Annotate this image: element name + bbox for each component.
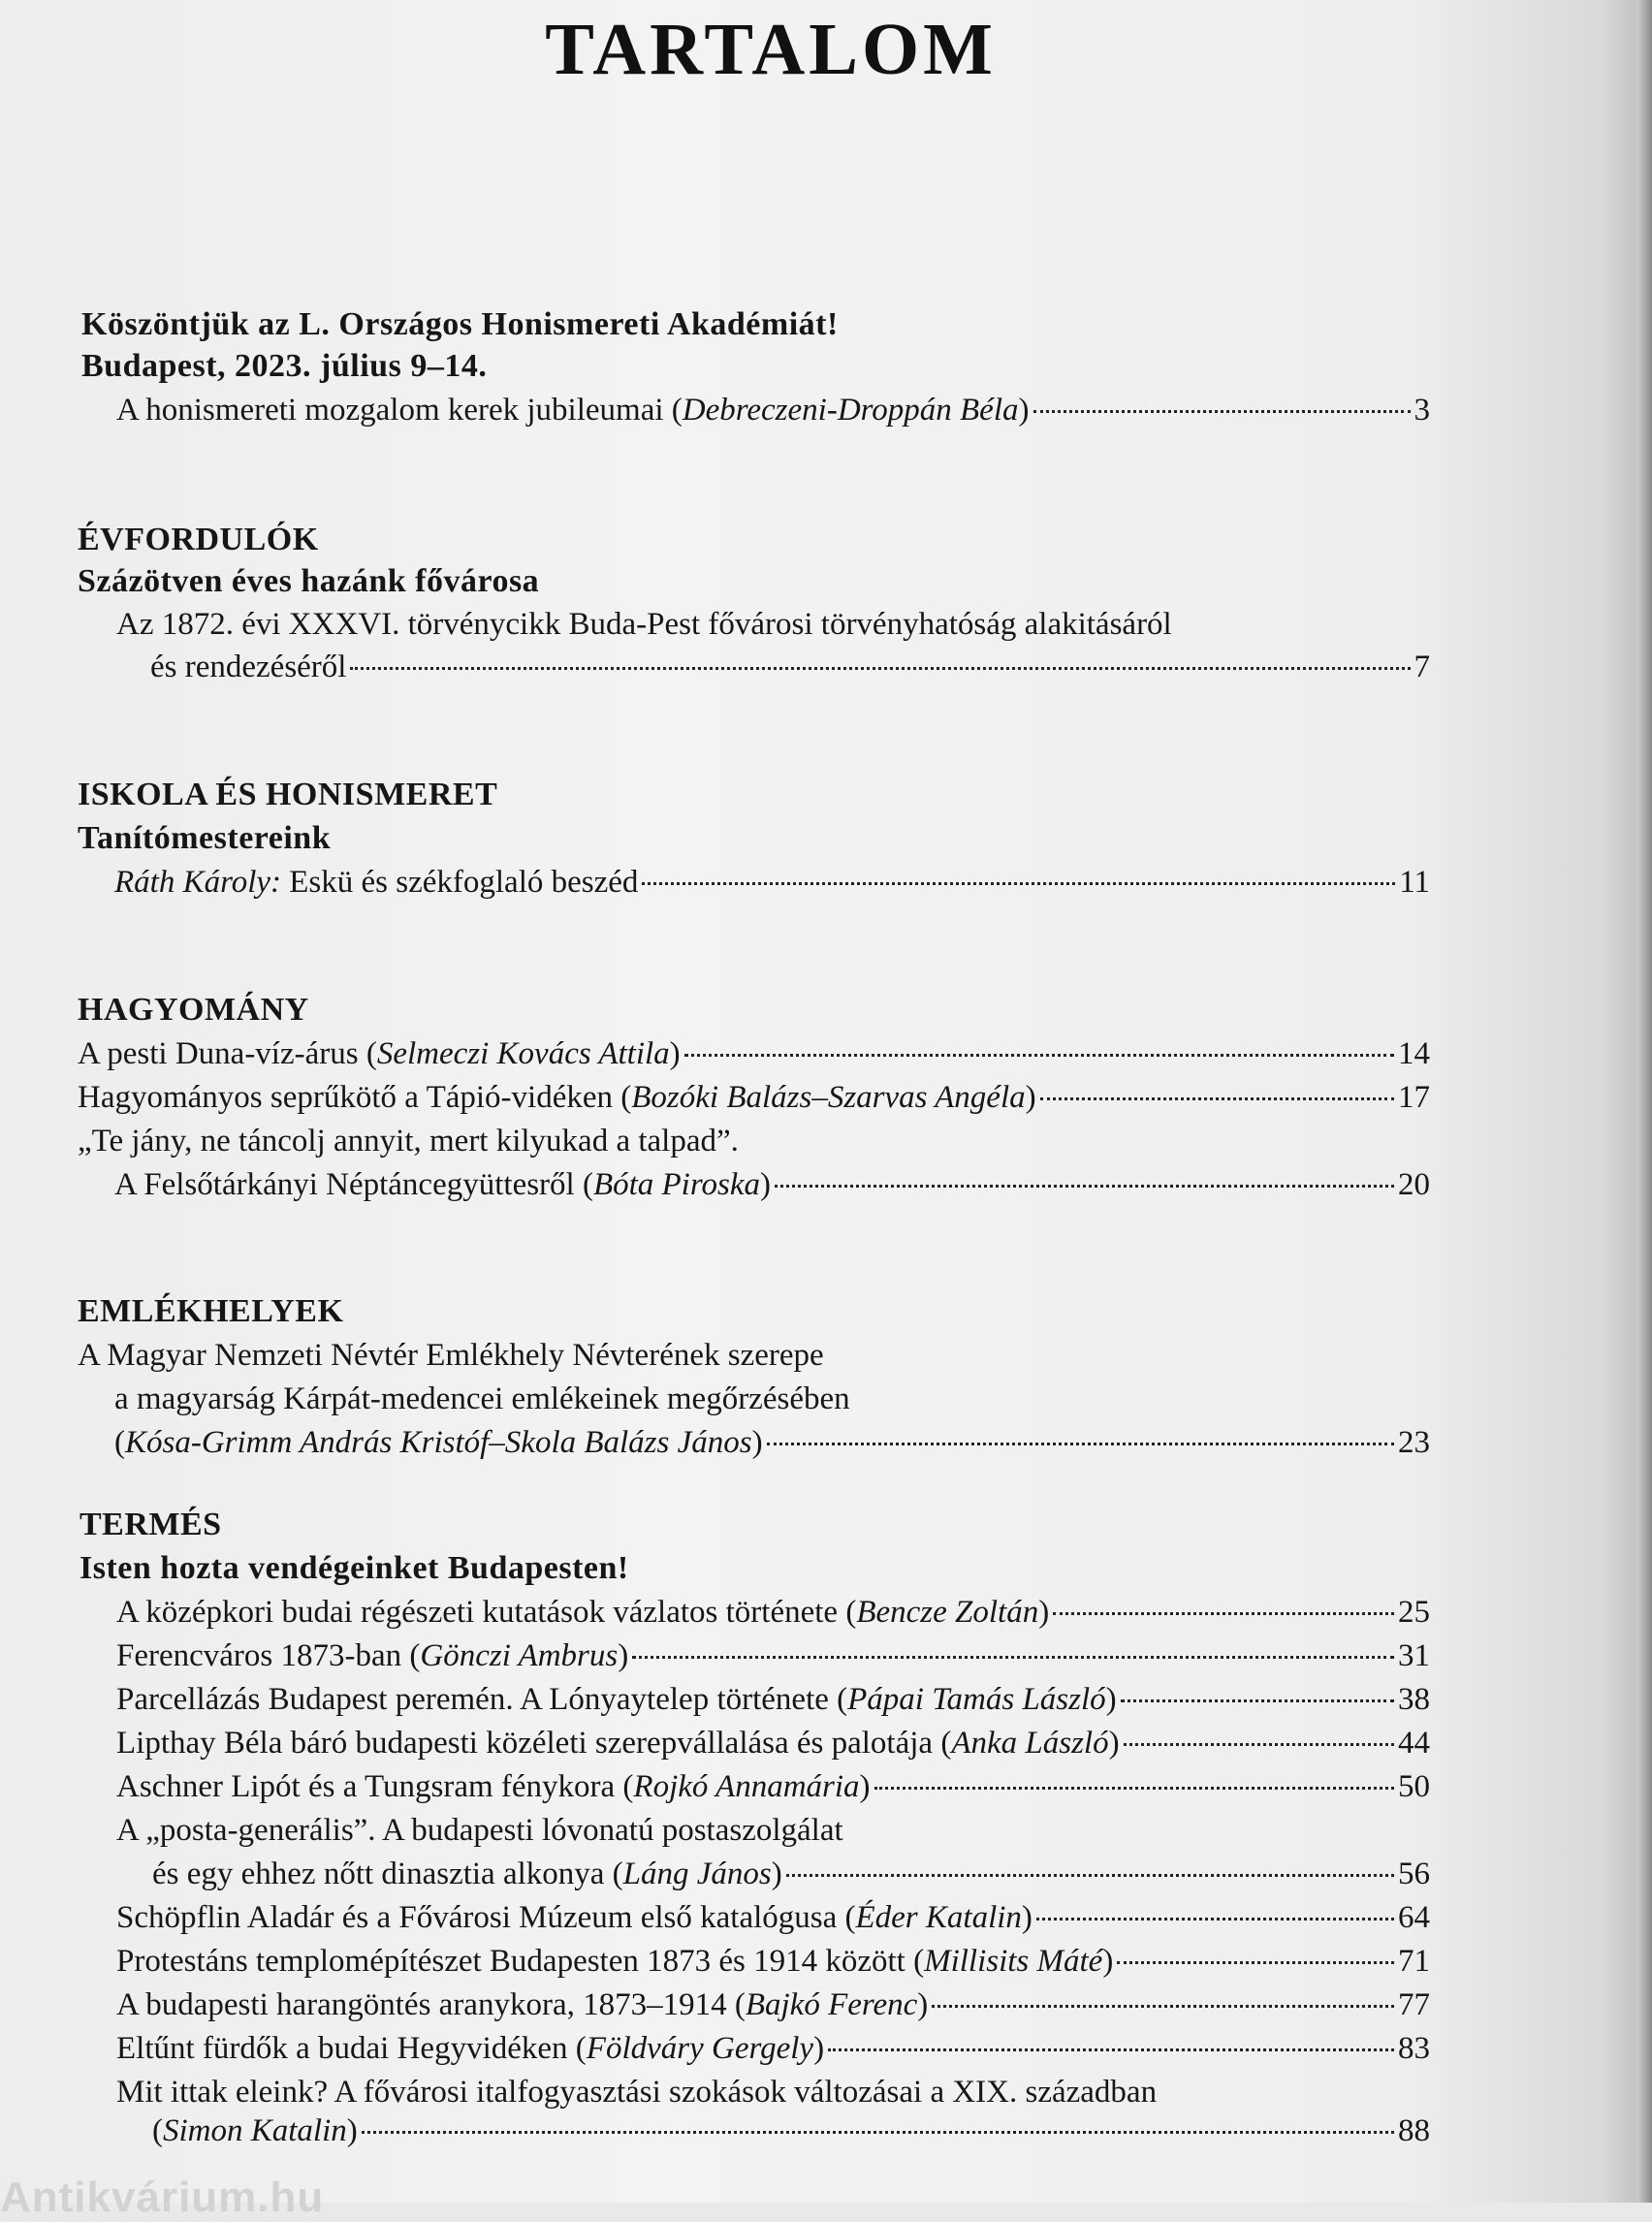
toc-entry[interactable]: A budapesti harangöntés aranykora, 1873–1914 (Bajkó Ferenc) 77: [116, 1987, 1430, 2022]
author-name: Pápai Tamás László: [847, 1682, 1106, 1717]
dot-leader: [828, 2048, 1394, 2051]
dot-leader: [786, 1874, 1394, 1877]
toc-entry[interactable]: A pesti Duna-víz-árus (Selmeczi Kovács Attila) 14: [78, 1036, 1430, 1071]
toc-entry-line: A Magyar Nemzeti Névtér Emlékhely Névterének szerepe: [78, 1338, 824, 1373]
toc-entry[interactable]: Ferencváros 1873-ban (Gönczi Ambrus) 31: [116, 1638, 1430, 1673]
section-heading: Köszöntjük az L. Országos Honismereti Akadémiát!: [81, 306, 839, 342]
toc-entry[interactable]: Hagyományos seprűkötő a Tápió-vidéken (Bozóki Balázs–Szarvas Angéla) 17: [78, 1080, 1430, 1115]
toc-entry[interactable]: (Kósa-Grimm András Kristóf–Skola Balázs János) 23: [114, 1425, 1430, 1460]
author-name: Bóta Piroska: [592, 1167, 760, 1202]
author-name: Bencze Zoltán: [856, 1595, 1039, 1630]
page-number: 3: [1414, 393, 1430, 428]
page-number: 17: [1398, 1080, 1430, 1115]
section-subheading: Isten hozta vendégeinket Budapesten!: [79, 1550, 629, 1586]
toc-entry[interactable]: A honismereti mozgalom kerek jubileumai (Debreczeni-Droppán Béla) 3: [116, 393, 1430, 428]
watermark-text: Antikvárium.hu: [0, 2174, 325, 2221]
author-name: Anka László: [951, 1726, 1109, 1761]
page-title: TARTALOM: [545, 9, 997, 90]
page-number: 14: [1398, 1036, 1430, 1071]
dot-leader: [1053, 1612, 1394, 1615]
page-edge-shadow: [1636, 0, 1652, 2203]
toc-entry[interactable]: Protestáns templomépítészet Budapesten 1873 és 1914 között (Millisits Máté) 71: [116, 1944, 1430, 1979]
author-name: Selmeczi Kovács Attila: [376, 1036, 670, 1071]
page-number: 77: [1398, 1987, 1430, 2022]
page-number: 83: [1398, 2031, 1430, 2066]
author-name: Bozóki Balázs–Szarvas Angéla: [631, 1080, 1026, 1115]
page-number: 44: [1398, 1726, 1430, 1761]
toc-entry[interactable]: Aschner Lipót és a Tungsram fénykora (Rojkó Annamária) 50: [116, 1769, 1430, 1804]
author-name: Gönczi Ambrus: [420, 1638, 619, 1673]
dot-leader: [767, 1443, 1394, 1445]
section-heading: HAGYOMÁNY: [78, 992, 309, 1028]
dot-leader: [350, 667, 1410, 670]
dot-leader: [684, 1054, 1394, 1057]
toc-entry-line: a magyarság Kárpát-medencei emlékeinek megőrzésében: [114, 1381, 850, 1416]
page-number: 71: [1398, 1944, 1430, 1979]
toc-entry-line: A „posta-generális”. A budapesti lóvonatú postaszolgálat: [116, 1813, 843, 1848]
page-number: 7: [1414, 650, 1430, 684]
dot-leader: [1036, 1918, 1394, 1920]
author-name: Simon Katalin: [163, 2113, 347, 2148]
author-name: Éder Katalin: [855, 1900, 1022, 1935]
section-heading: EMLÉKHELYEK: [78, 1293, 344, 1329]
page-number: 11: [1399, 865, 1430, 900]
toc-entry-line: „Te jány, ne táncolj annyit, mert kilyukad a talpad”.: [78, 1124, 739, 1159]
page-number: 64: [1398, 1900, 1430, 1935]
toc-entry[interactable]: Schöpflin Aladár és a Fővárosi Múzeum első katalógusa (Éder Katalin) 64: [116, 1900, 1430, 1935]
section-heading: ÉVFORDULÓK: [78, 522, 319, 557]
dot-leader: [932, 2005, 1394, 2008]
author-name: Ráth Károly:: [114, 865, 282, 900]
dot-leader: [1121, 1699, 1394, 1702]
author-name: Kósa-Grimm András Kristóf–Skola Balázs János: [125, 1425, 752, 1460]
section-heading: TERMÉS: [79, 1507, 222, 1542]
page-number: 50: [1398, 1769, 1430, 1804]
toc-entry[interactable]: Parcellázás Budapest peremén. A Lónyaytelep története (Pápai Tamás László) 38: [116, 1682, 1430, 1717]
dot-leader: [632, 1656, 1394, 1659]
author-name: Debreczeni-Droppán Béla: [682, 393, 1019, 428]
dot-leader: [1033, 410, 1411, 413]
author-name: Földváry Gergely: [586, 2031, 814, 2066]
toc-entry-line: Az 1872. évi XXXVI. törvénycikk Buda-Pest fővárosi törvényhatóság alakitásáról: [116, 607, 1172, 642]
toc-entry[interactable]: (Simon Katalin) 88: [152, 2113, 1430, 2148]
page-number: 56: [1398, 1857, 1430, 1891]
section-subheading: Tanítómestereink: [78, 820, 332, 856]
author-name: Bajkó Ferenc: [745, 1987, 918, 2022]
section-heading: ISKOLA ÉS HONISMERET: [78, 777, 498, 812]
dot-leader: [1040, 1097, 1394, 1100]
author-name: Millisits Máté: [924, 1944, 1103, 1979]
dot-leader: [642, 882, 1395, 885]
page-number: 23: [1398, 1425, 1430, 1460]
section-subheading: Százötven éves hazánk fővárosa: [78, 563, 540, 599]
dot-leader: [1117, 1961, 1394, 1964]
dot-leader: [775, 1185, 1394, 1188]
toc-entry[interactable]: és egy ehhez nőtt dinasztia alkonya (Láng János) 56: [152, 1857, 1430, 1891]
page-number: 31: [1398, 1638, 1430, 1673]
dot-leader: [1124, 1743, 1394, 1746]
page-number: 25: [1398, 1595, 1430, 1630]
toc-entry-line: Mit ittak eleink? A fővárosi italfogyasztási szokások változásai a XIX. században: [116, 2075, 1158, 2110]
toc-entry[interactable]: Ráth Károly: Eskü és székfoglaló beszéd 11: [114, 865, 1430, 900]
dot-leader: [874, 1787, 1394, 1790]
toc-entry[interactable]: A Felsőtárkányi Néptáncegyüttesről (Bóta Piroska) 20: [114, 1167, 1430, 1202]
page-number: 88: [1398, 2113, 1430, 2148]
dot-leader: [362, 2131, 1394, 2134]
toc-entry[interactable]: Eltűnt fürdők a budai Hegyvidéken (Földváry Gergely) 83: [116, 2031, 1430, 2066]
toc-entry[interactable]: és rendezéséről 7: [150, 650, 1430, 684]
author-name: Rojkó Annamária: [633, 1769, 860, 1804]
page-number: 38: [1398, 1682, 1430, 1717]
toc-entry[interactable]: Lipthay Béla báró budapesti közéleti szerepvállalása és palotája (Anka László) 44: [116, 1726, 1430, 1761]
toc-entry[interactable]: A középkori budai régészeti kutatások vázlatos története (Bencze Zoltán) 25: [116, 1595, 1430, 1630]
page-number: 20: [1398, 1167, 1430, 1202]
author-name: Láng János: [622, 1857, 772, 1891]
section-subheading: Budapest, 2023. július 9–14.: [81, 348, 488, 384]
